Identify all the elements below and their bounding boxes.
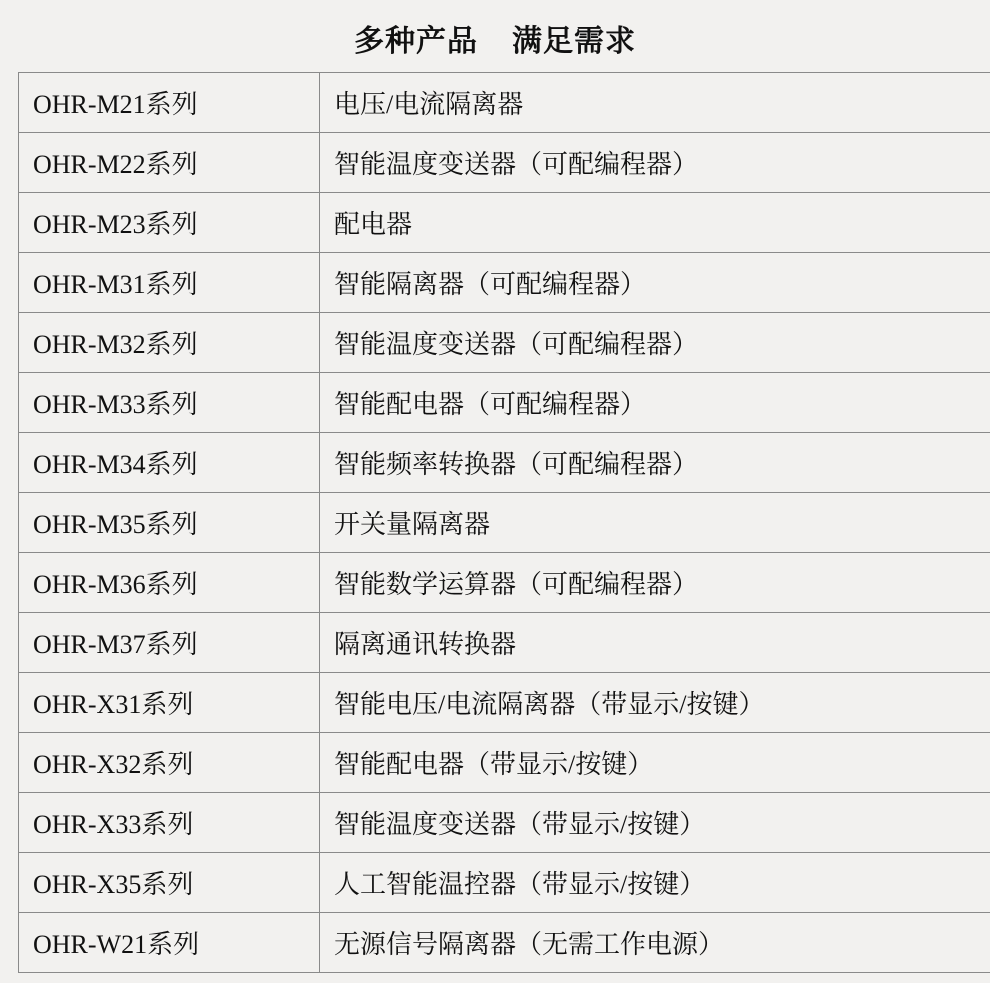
description-cell: 智能数学运算器（可配编程器） — [320, 553, 990, 613]
model-cell: OHR-M32系列 — [19, 313, 320, 373]
table-row — [19, 193, 990, 253]
model-cell: OHR-M37系列 — [19, 613, 320, 673]
model-cell: OHR-W21系列 — [19, 913, 320, 973]
table-row — [19, 733, 990, 793]
table-row — [19, 673, 990, 733]
table-row — [19, 613, 990, 673]
model-cell: OHR-X33系列 — [19, 793, 320, 853]
description-cell: 隔离通讯转换器 — [320, 613, 990, 673]
model-cell: OHR-X31系列 — [19, 673, 320, 733]
table-row — [19, 253, 990, 313]
model-cell: OHR-M22系列 — [19, 133, 320, 193]
description-cell: 人工智能温控器（带显示/按键） — [320, 853, 990, 913]
description-cell: 电压/电流隔离器 — [320, 73, 990, 133]
table-row — [19, 313, 990, 373]
description-cell: 智能隔离器（可配编程器） — [320, 253, 990, 313]
model-cell: OHR-M31系列 — [19, 253, 320, 313]
description-cell: 智能电压/电流隔离器（带显示/按键） — [320, 673, 990, 733]
model-cell: OHR-M35系列 — [19, 493, 320, 553]
model-cell: OHR-X35系列 — [19, 853, 320, 913]
table-row — [19, 373, 990, 433]
description-cell: 智能配电器（带显示/按键） — [320, 733, 990, 793]
table-row — [19, 133, 990, 193]
table-row — [19, 913, 990, 973]
description-cell: 配电器 — [320, 193, 990, 253]
model-cell: OHR-X32系列 — [19, 733, 320, 793]
description-cell: 开关量隔离器 — [320, 493, 990, 553]
product-table-container — [18, 72, 972, 973]
model-cell: OHR-M33系列 — [19, 373, 320, 433]
table-row — [19, 73, 990, 133]
description-cell: 智能频率转换器（可配编程器） — [320, 433, 990, 493]
description-cell: 智能温度变送器（可配编程器） — [320, 133, 990, 193]
product-table — [18, 72, 990, 973]
product-table-body — [19, 73, 990, 973]
table-row — [19, 553, 990, 613]
table-row — [19, 793, 990, 853]
table-row — [19, 433, 990, 493]
model-cell: OHR-M23系列 — [19, 193, 320, 253]
table-row — [19, 853, 990, 913]
table-row — [19, 493, 990, 553]
page-title: 多种产品 满足需求 — [354, 25, 636, 58]
description-cell: 无源信号隔离器（无需工作电源） — [320, 913, 990, 973]
model-cell: OHR-M36系列 — [19, 553, 320, 613]
model-cell: OHR-M21系列 — [19, 73, 320, 133]
description-cell: 智能温度变送器（带显示/按键） — [320, 793, 990, 853]
description-cell: 智能配电器（可配编程器） — [320, 373, 990, 433]
model-cell: OHR-M34系列 — [19, 433, 320, 493]
description-cell: 智能温度变送器（可配编程器） — [320, 313, 990, 373]
